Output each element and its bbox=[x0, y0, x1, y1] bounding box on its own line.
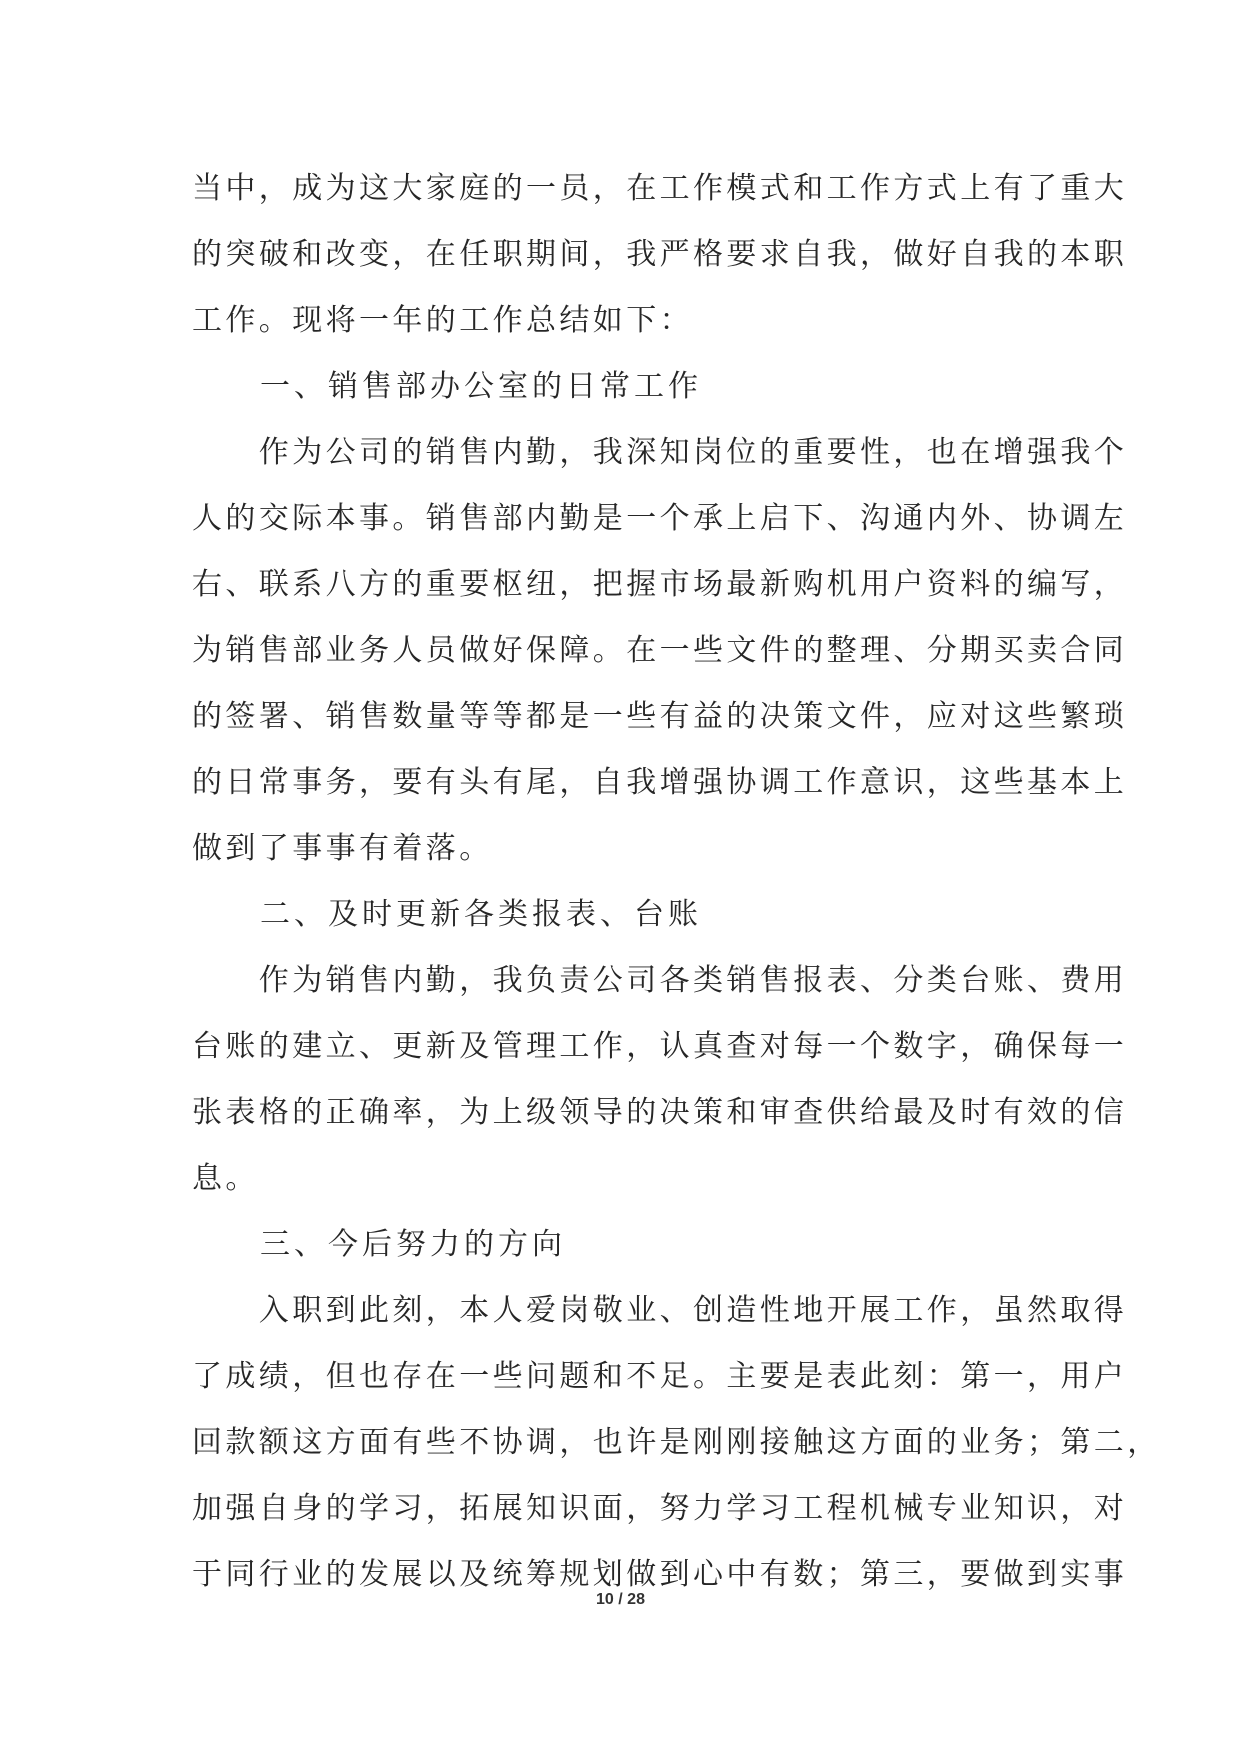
text-line: 作为公司的销售内勤，我深知岗位的重要性，也在增强我个 bbox=[192, 435, 1128, 470]
section-heading: 二、及时更新各类报表、台账 bbox=[192, 897, 702, 932]
text-line: 当中，成为这大家庭的一员，在工作模式和工作方式上有了重大 bbox=[192, 171, 1128, 206]
text-line: 的签署、销售数量等等都是一些有益的决策文件，应对这些繁琐 bbox=[192, 699, 1128, 734]
text-line: 入职到此刻，本人爱岗敬业、创造性地开展工作，虽然取得 bbox=[192, 1293, 1128, 1328]
text-line: 回款额这方面有些不协调，也许是刚刚接触这方面的业务；第二， bbox=[192, 1425, 1161, 1460]
body-text bbox=[192, 156, 1161, 1608]
text-line: 的突破和改变，在任职期间，我严格要求自我，做好自我的本职 bbox=[192, 237, 1128, 272]
text-line: 了成绩，但也存在一些问题和不足。主要是表此刻：第一，用户 bbox=[192, 1359, 1128, 1394]
text-line: 做到了事事有着落。 bbox=[192, 831, 493, 866]
text-line: 人的交际本事。销售部内勤是一个承上启下、沟通内外、协调左 bbox=[192, 501, 1128, 536]
text-line: 台账的建立、更新及管理工作，认真查对每一个数字，确保每一 bbox=[192, 1029, 1128, 1064]
text-line: 的日常事务，要有头有尾，自我增强协调工作意识，这些基本上 bbox=[192, 765, 1128, 800]
text-line: 张表格的正确率，为上级领导的决策和审查供给最及时有效的信 bbox=[192, 1095, 1128, 1130]
text-line: 右、联系八方的重要枢纽，把握市场最新购机用户资料的编写， bbox=[192, 567, 1128, 602]
text-line: 加强自身的学习，拓展知识面，努力学习工程机械专业知识，对 bbox=[192, 1491, 1128, 1526]
text-line: 作为销售内勤，我负责公司各类销售报表、分类台账、费用 bbox=[192, 963, 1128, 998]
page-number: 10 / 28 bbox=[596, 1591, 645, 1608]
section-heading: 一、销售部办公室的日常工作 bbox=[192, 369, 702, 404]
text-line: 息。 bbox=[192, 1161, 259, 1196]
section-heading: 三、今后努力的方向 bbox=[192, 1227, 566, 1262]
text-line: 于同行业的发展以及统筹规划做到心中有数；第三，要做到实事 bbox=[192, 1557, 1128, 1592]
text-line: 工作。现将一年的工作总结如下： bbox=[192, 303, 693, 338]
text-line: 为销售部业务人员做好保障。在一些文件的整理、分期买卖合同 bbox=[192, 633, 1128, 668]
